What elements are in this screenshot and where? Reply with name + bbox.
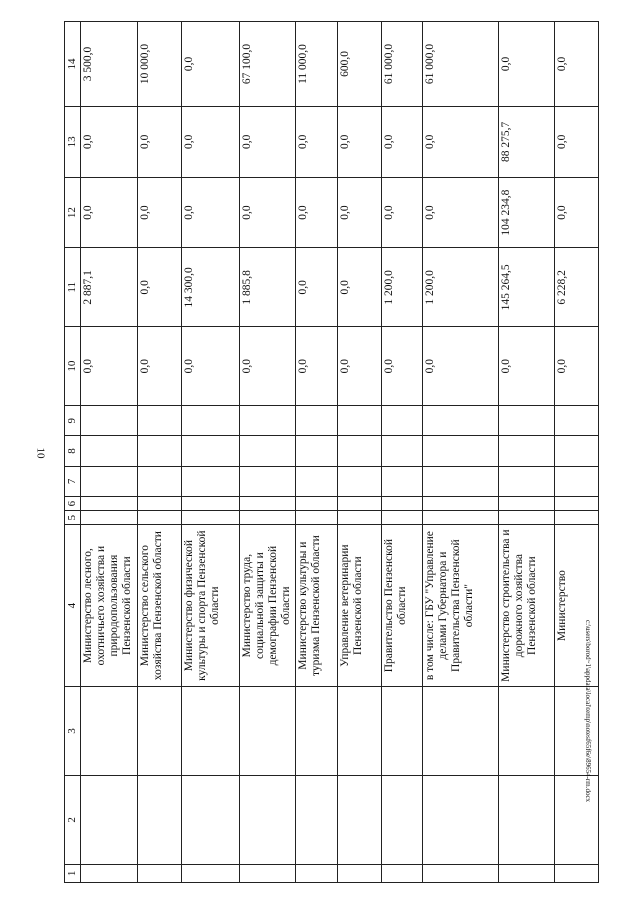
empty-cell bbox=[338, 466, 382, 496]
organization-name-cell: Министерство физической культуры и спорта Пензенской области bbox=[182, 525, 240, 687]
value-cell-c13: 0,0 bbox=[182, 106, 240, 177]
empty-cell bbox=[423, 686, 499, 775]
empty-cell bbox=[138, 775, 182, 864]
column-header: 3 bbox=[65, 686, 81, 775]
organization-name-cell: Управление ветеринарии Пензенской области bbox=[338, 525, 382, 687]
column-header: 8 bbox=[65, 436, 81, 466]
organization-name-cell: Правительство Пензенской области bbox=[382, 525, 423, 687]
value-cell-c11: 1 200,0 bbox=[382, 248, 423, 327]
budget-table bbox=[64, 21, 599, 883]
rotated-table-container bbox=[64, 21, 571, 883]
empty-cell bbox=[182, 864, 240, 882]
empty-cell bbox=[423, 436, 499, 466]
value-cell-c13: 0,0 bbox=[138, 106, 182, 177]
value-cell-c13: 88 275,7 bbox=[499, 106, 555, 177]
empty-cell bbox=[338, 436, 382, 466]
value-cell-c14: 11 000,0 bbox=[296, 22, 338, 107]
empty-cell bbox=[499, 406, 555, 436]
table-row bbox=[138, 22, 182, 883]
value-cell-c10: 0,0 bbox=[555, 327, 599, 406]
column-header: 14 bbox=[65, 22, 81, 107]
empty-cell bbox=[240, 511, 296, 525]
empty-cell bbox=[296, 406, 338, 436]
table-row bbox=[423, 22, 499, 883]
organization-name-cell: Министерство сельского хозяйства Пензенской области bbox=[138, 525, 182, 687]
value-cell-c12: 0,0 bbox=[138, 177, 182, 248]
empty-cell bbox=[382, 436, 423, 466]
column-header: 13 bbox=[65, 106, 81, 177]
value-cell-c12: 0,0 bbox=[338, 177, 382, 248]
empty-cell bbox=[182, 686, 240, 775]
empty-cell bbox=[182, 436, 240, 466]
value-cell-c11: 0,0 bbox=[338, 248, 382, 327]
empty-cell bbox=[382, 406, 423, 436]
empty-cell bbox=[81, 406, 138, 436]
empty-cell bbox=[138, 406, 182, 436]
empty-cell bbox=[240, 406, 296, 436]
value-cell-c10: 0,0 bbox=[182, 327, 240, 406]
value-cell-c12: 0,0 bbox=[240, 177, 296, 248]
value-cell-c11: 6 228,2 bbox=[555, 248, 599, 327]
empty-cell bbox=[499, 466, 555, 496]
organization-name-cell: Министерство лесного, охотничьего хозяйства и природопользования Пензенской области bbox=[81, 525, 138, 687]
page-number: 10 bbox=[34, 447, 47, 459]
empty-cell bbox=[423, 864, 499, 882]
empty-cell bbox=[240, 436, 296, 466]
empty-cell bbox=[423, 406, 499, 436]
empty-cell bbox=[382, 497, 423, 511]
column-header: 1 bbox=[65, 864, 81, 882]
column-header: 9 bbox=[65, 406, 81, 436]
table-row bbox=[382, 22, 423, 883]
value-cell-c10: 0,0 bbox=[382, 327, 423, 406]
value-cell-c14: 0,0 bbox=[499, 22, 555, 107]
organization-name-cell: Министерство труда, социальной защиты и демографии Пензенской области bbox=[240, 525, 296, 687]
value-cell-c11: 14 300,0 bbox=[182, 248, 240, 327]
table-body bbox=[81, 22, 599, 883]
empty-cell bbox=[296, 436, 338, 466]
empty-cell bbox=[81, 686, 138, 775]
empty-cell bbox=[81, 775, 138, 864]
value-cell-c14: 0,0 bbox=[182, 22, 240, 107]
value-cell-c12: 0,0 bbox=[182, 177, 240, 248]
table-row bbox=[182, 22, 240, 883]
empty-cell bbox=[240, 775, 296, 864]
empty-cell bbox=[182, 466, 240, 496]
empty-cell bbox=[423, 466, 499, 496]
empty-cell bbox=[81, 466, 138, 496]
table-row bbox=[240, 22, 296, 883]
value-cell-c12: 0,0 bbox=[423, 177, 499, 248]
empty-cell bbox=[338, 497, 382, 511]
column-header: 12 bbox=[65, 177, 81, 248]
empty-cell bbox=[338, 686, 382, 775]
header-row bbox=[65, 22, 81, 883]
value-cell-c12: 0,0 bbox=[296, 177, 338, 248]
value-cell-c13: 0,0 bbox=[296, 106, 338, 177]
empty-cell bbox=[138, 497, 182, 511]
value-cell-c10: 0,0 bbox=[423, 327, 499, 406]
value-cell-c14: 3 500,0 bbox=[81, 22, 138, 107]
value-cell-c14: 10 000,0 bbox=[138, 22, 182, 107]
value-cell-c12: 0,0 bbox=[81, 177, 138, 248]
empty-cell bbox=[555, 511, 599, 525]
value-cell-c10: 0,0 bbox=[338, 327, 382, 406]
column-header: 10 bbox=[65, 327, 81, 406]
empty-cell bbox=[555, 406, 599, 436]
value-cell-c10: 0,0 bbox=[81, 327, 138, 406]
empty-cell bbox=[296, 497, 338, 511]
empty-cell bbox=[182, 511, 240, 525]
table-row bbox=[338, 22, 382, 883]
organization-name-cell: в том числе: ГБУ "Управление делами Губернатора и Правительства Пензенской области" bbox=[423, 525, 499, 687]
empty-cell bbox=[81, 497, 138, 511]
value-cell-c14: 61 000,0 bbox=[423, 22, 499, 107]
empty-cell bbox=[138, 436, 182, 466]
empty-cell bbox=[338, 511, 382, 525]
empty-cell bbox=[499, 436, 555, 466]
value-cell-c12: 104 234,8 bbox=[499, 177, 555, 248]
empty-cell bbox=[296, 864, 338, 882]
table-row bbox=[296, 22, 338, 883]
value-cell-c11: 0,0 bbox=[138, 248, 182, 327]
value-cell-c12: 0,0 bbox=[555, 177, 599, 248]
empty-cell bbox=[382, 864, 423, 882]
empty-cell bbox=[382, 686, 423, 775]
value-cell-c14: 0,0 bbox=[555, 22, 599, 107]
empty-cell bbox=[382, 466, 423, 496]
column-header: 4 bbox=[65, 525, 81, 687]
empty-cell bbox=[240, 686, 296, 775]
empty-cell bbox=[499, 497, 555, 511]
empty-cell bbox=[296, 466, 338, 496]
organization-name-cell: Министерство культуры и туризма Пензенской области bbox=[296, 525, 338, 687]
empty-cell bbox=[423, 497, 499, 511]
value-cell-c11: 145 264,5 bbox=[499, 248, 555, 327]
value-cell-c13: 0,0 bbox=[382, 106, 423, 177]
empty-cell bbox=[382, 775, 423, 864]
empty-cell bbox=[182, 497, 240, 511]
value-cell-c13: 0,0 bbox=[240, 106, 296, 177]
value-cell-c10: 0,0 bbox=[138, 327, 182, 406]
empty-cell bbox=[240, 497, 296, 511]
empty-cell bbox=[138, 511, 182, 525]
value-cell-c11: 2 887,1 bbox=[81, 248, 138, 327]
empty-cell bbox=[182, 406, 240, 436]
empty-cell bbox=[338, 775, 382, 864]
empty-cell bbox=[138, 686, 182, 775]
empty-cell bbox=[138, 864, 182, 882]
empty-cell bbox=[81, 511, 138, 525]
empty-cell bbox=[423, 775, 499, 864]
empty-cell bbox=[499, 511, 555, 525]
value-cell-c14: 67 100,0 bbox=[240, 22, 296, 107]
value-cell-c14: 61 000,0 bbox=[382, 22, 423, 107]
column-header: 2 bbox=[65, 775, 81, 864]
empty-cell bbox=[555, 436, 599, 466]
footer-file-path: c:\users\borod~1\appdata\local\temp\notesf65f6e\89654-rm.docx bbox=[584, 620, 592, 803]
value-cell-c10: 0,0 bbox=[240, 327, 296, 406]
empty-cell bbox=[499, 864, 555, 882]
value-cell-c13: 0,0 bbox=[423, 106, 499, 177]
empty-cell bbox=[240, 864, 296, 882]
column-header: 11 bbox=[65, 248, 81, 327]
empty-cell bbox=[382, 511, 423, 525]
value-cell-c10: 0,0 bbox=[499, 327, 555, 406]
empty-cell bbox=[138, 466, 182, 496]
column-header: 7 bbox=[65, 466, 81, 496]
value-cell-c13: 0,0 bbox=[338, 106, 382, 177]
organization-name-cell: Министерство bbox=[555, 525, 599, 687]
empty-cell bbox=[296, 686, 338, 775]
empty-cell bbox=[338, 406, 382, 436]
value-cell-c11: 1 200,0 bbox=[423, 248, 499, 327]
value-cell-c13: 0,0 bbox=[81, 106, 138, 177]
column-header: 6 bbox=[65, 497, 81, 511]
empty-cell bbox=[240, 466, 296, 496]
value-cell-c10: 0,0 bbox=[296, 327, 338, 406]
value-cell-c11: 0,0 bbox=[296, 248, 338, 327]
empty-cell bbox=[81, 864, 138, 882]
empty-cell bbox=[81, 436, 138, 466]
empty-cell bbox=[499, 775, 555, 864]
empty-cell bbox=[555, 466, 599, 496]
table-row bbox=[81, 22, 138, 883]
empty-cell bbox=[555, 497, 599, 511]
empty-cell bbox=[182, 775, 240, 864]
value-cell-c14: 600,0 bbox=[338, 22, 382, 107]
empty-cell bbox=[499, 686, 555, 775]
column-header: 5 bbox=[65, 511, 81, 525]
empty-cell bbox=[423, 511, 499, 525]
value-cell-c12: 0,0 bbox=[382, 177, 423, 248]
empty-cell bbox=[296, 775, 338, 864]
empty-cell bbox=[296, 511, 338, 525]
organization-name-cell: Министерство строительства и дорожного хозяйства Пензенской области bbox=[499, 525, 555, 687]
value-cell-c11: 1 885,8 bbox=[240, 248, 296, 327]
table-row bbox=[499, 22, 555, 883]
value-cell-c13: 0,0 bbox=[555, 106, 599, 177]
empty-cell bbox=[338, 864, 382, 882]
